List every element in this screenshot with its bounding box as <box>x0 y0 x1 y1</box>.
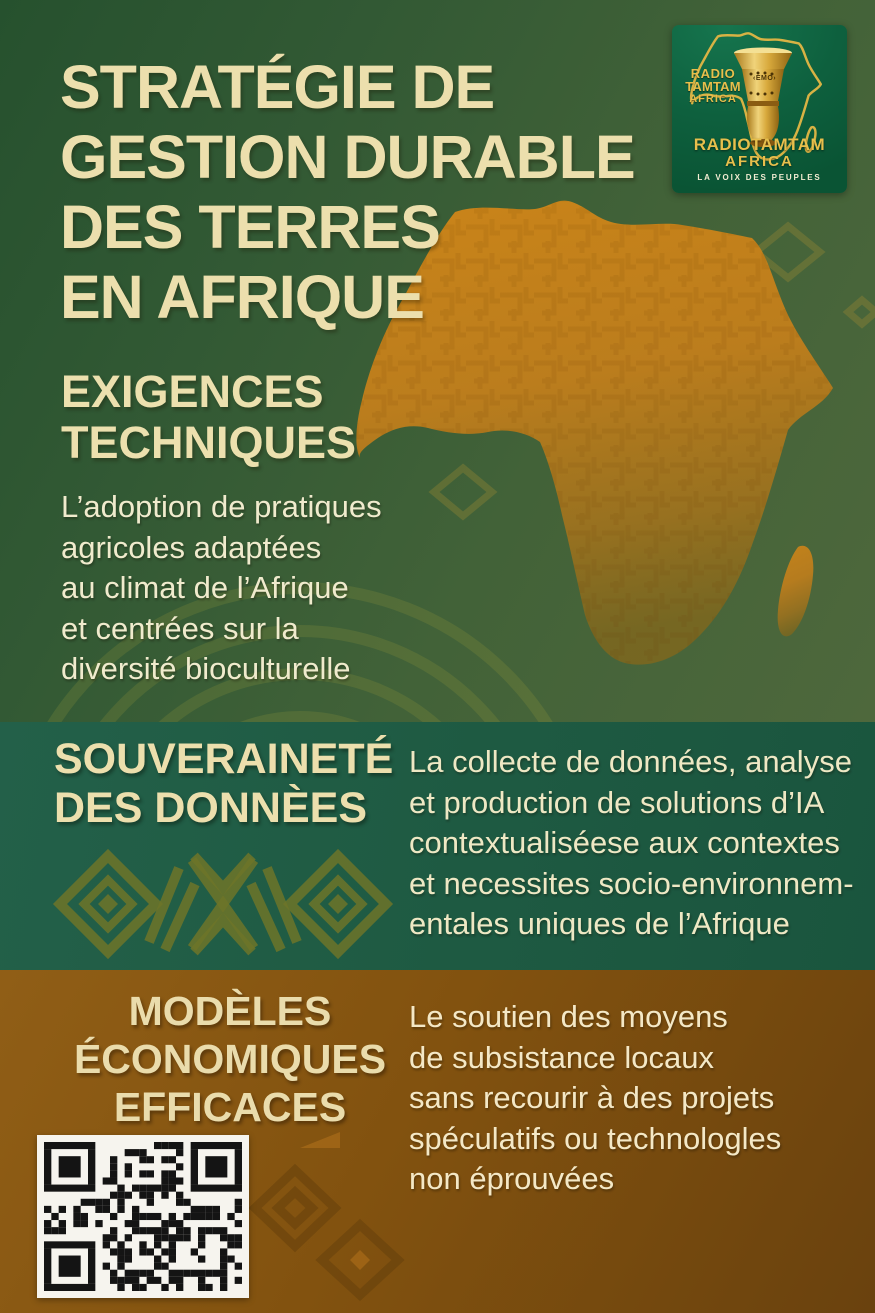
title-line: EN AFRIQUE <box>60 263 424 331</box>
logo-tagline: LA VOIX DES PEUPLES <box>697 173 822 182</box>
tribal-pattern-motif <box>46 842 400 966</box>
logo-name-line1: RADIOTAMTAM <box>693 135 826 154</box>
logo-name-line2: AFRICA <box>725 153 794 170</box>
poster-title <box>60 52 690 332</box>
madagascar-silhouette <box>778 546 814 637</box>
body-modeles: Le soutien des moyens de subsistance locaux sans recourir à des projets spéculatifs ou technologles non éprouvées <box>409 999 782 1196</box>
heading-souverainete: SOUVERAINETÉ DES DONNÈES <box>54 735 394 832</box>
title-line: STRATÉGIE DE <box>60 53 495 121</box>
qr-code <box>37 1135 249 1298</box>
brown-pattern-motif <box>240 1130 430 1313</box>
body-exigences: L’adoption de pratiques agricoles adaptées au climat de l’Afrique et centrées sur la diversité bioculturelle <box>61 489 382 686</box>
title-line: DES TERRES <box>60 193 440 261</box>
heading-exigences: EXIGENCES TECHNIQUES <box>61 366 357 468</box>
logo-radio-stack: RADIO TAMTAM AFRICA <box>685 66 741 105</box>
body-souverainete: La collecte de données, analyse et production de solutions d’IA contextualiséese aux contextes et necessites socio-environnem- entales uniques de l’Afrique <box>409 744 854 941</box>
title-line: GESTION DURABLE <box>60 123 635 191</box>
radiotamtam-logo <box>672 25 847 193</box>
heading-modeles: MODÈLES ÉCONOMIQUES EFFICACES <box>73 988 387 1130</box>
logo-drum-label: ‹EMO› <box>753 75 777 82</box>
